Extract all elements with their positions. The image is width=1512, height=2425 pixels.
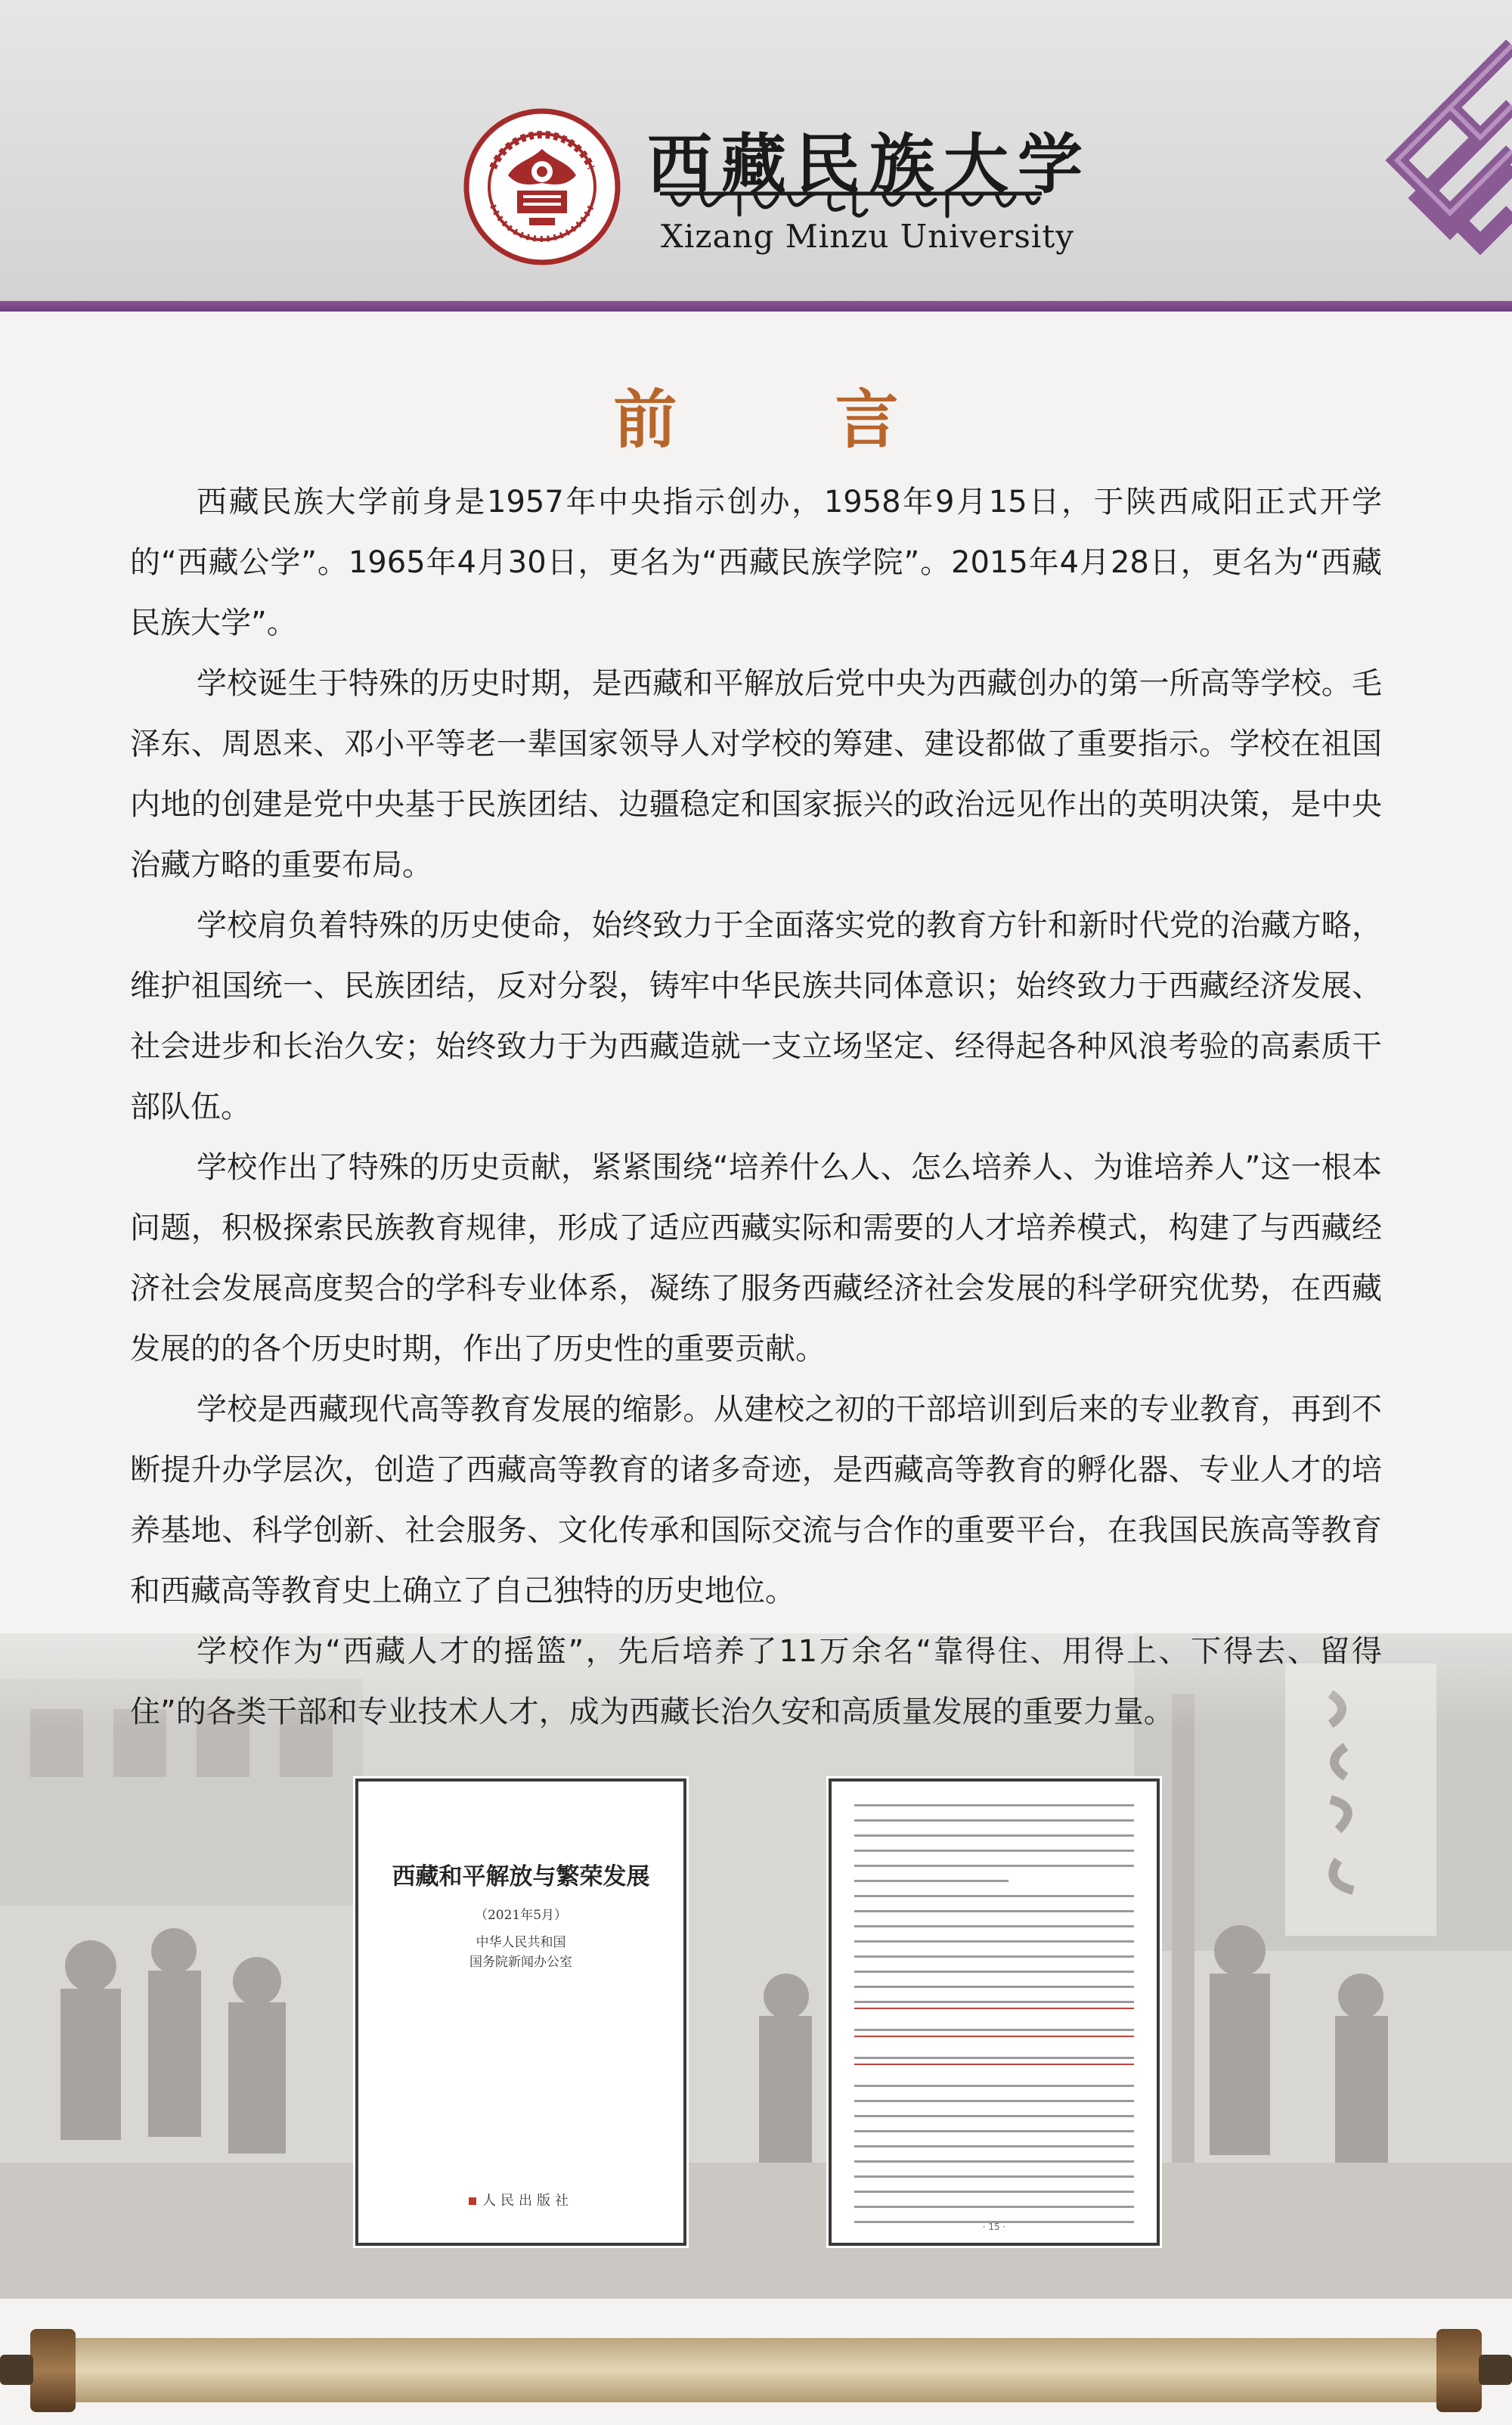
cover-title: 西藏和平解放与繁荣发展 [392, 1863, 650, 1890]
cover-year: （2021年5月） [474, 1908, 568, 1923]
paragraph: 学校肩负着特殊的历史使命，始终致力于全面落实党的教育方针和新时代党的治藏方略，维护祖国统一、民族团结，反对分裂，铸牢中华民族共同体意识；始终致力于西藏经济发展、社会进步和长治久安；始终致力于为西藏造就一支立场坚定、经得起各种风浪考验的高素质干部队伍。 [130, 908, 1382, 1124]
preface-body [130, 472, 1382, 1742]
university-name-en: Xizang Minzu University [661, 218, 1074, 255]
publisher-logo-icon [469, 2197, 476, 2205]
tibetan-script-logo-icon [656, 178, 1049, 224]
header-accent-bar [0, 301, 1512, 312]
cover-org-line: 中华人民共和国 [476, 1935, 566, 1950]
paragraph: 学校诞生于特殊的历史时期，是西藏和平解放后党中央为西藏创办的第一所高等学校。毛泽东、周恩来、邓小平等老一辈国家领导人对学校的筹建、建设都做了重要指示。学校在祖国内地的创建是党中央基于民族团结、边疆稳定和国家振兴的政治远见作出的英明决策，是中央治藏方略的重要布局。 [130, 666, 1382, 882]
cover-org-line: 国务院新闻办公室 [469, 1955, 572, 1970]
paragraph: 学校是西藏现代高等教育发展的缩影。从建校之初的干部培训到后来的专业教育，再到不断提升办学层次，创造了西藏高等教育的诸多奇迹，是西藏高等教育的孵化器、专业人才的培养基地、科学创新、社会服务、文化传承和国际交流与合作的重要平台，在我国民族高等教育和西藏高等教育史上确立了自己独特的历史地位。 [130, 1392, 1382, 1608]
university-name-cn: 西藏民族大学 [647, 126, 1092, 203]
header-banner [0, 0, 1512, 302]
cover-publisher [358, 2190, 683, 2209]
page-text-lines [854, 1804, 1134, 2236]
page-number: · 15 · [982, 2222, 1006, 2232]
endless-knot-icon [1367, 30, 1512, 287]
scroll-ornament [0, 2315, 1512, 2425]
paragraph: 西藏民族大学前身是1957年中央指示创办，1958年9月15日，于陕西咸阳正式开学的“西藏公学”。1965年4月30日，更名为“西藏民族学院”。2015年4月28日，更名为“西藏民族大学”。 [130, 485, 1382, 640]
university-seal-icon [463, 107, 621, 266]
white-paper-page-image [829, 1778, 1160, 2246]
paragraph: 学校作出了特殊的历史贡献，紧紧围绕“培养什么人、怎么培养人、为谁培养人”这一根本问题，积极探索民族教育规律，形成了适应西藏实际和需要的人才培养模式，构建了与西藏经济社会发展高度契合的学科专业体系，凝练了服务西藏经济社会发展的科学研究优势，在西藏发展的的各个历史时期，作出了历史性的重要贡献。 [130, 1150, 1382, 1366]
white-paper-cover-image [355, 1778, 686, 2246]
paragraph: 学校作为“西藏人才的摇篮”，先后培养了11万余名“靠得住、用得上、下得去、留得住”的各类干部和专业技术人才，成为西藏长治久安和高质量发展的重要力量。 [130, 1634, 1382, 1729]
publisher-name: 人民出版社 [482, 2193, 573, 2209]
page-title: 前 言 [613, 383, 967, 457]
cover-org [358, 1933, 683, 1972]
